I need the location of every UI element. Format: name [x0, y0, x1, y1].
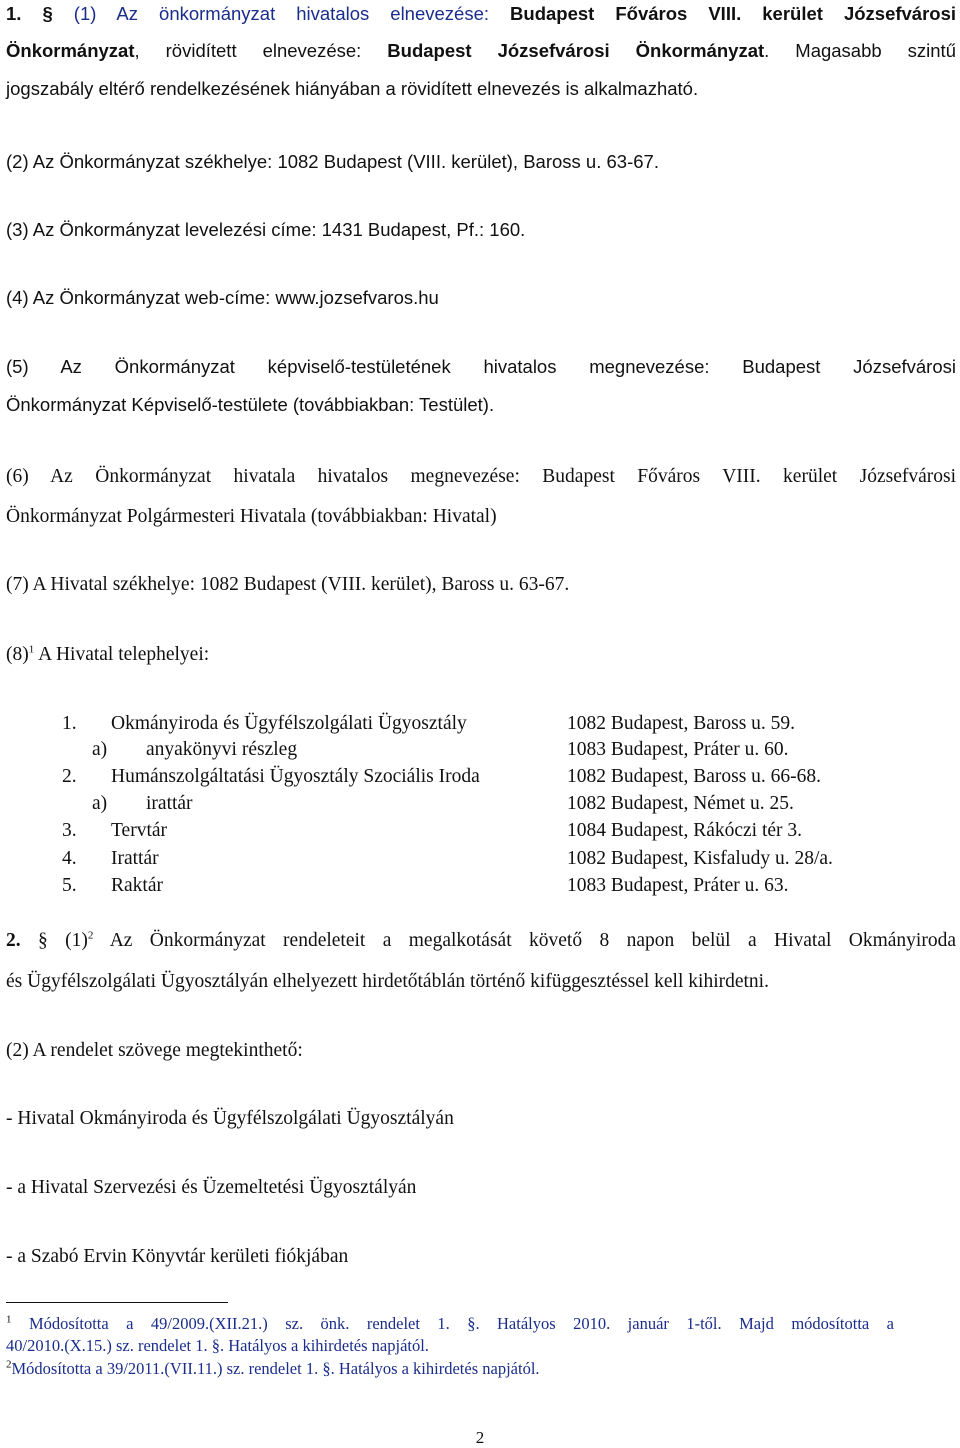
- section1-p5-line1: (5) Az Önkormányzat képviselő-testületének hivatalos megnevezése: Budapest Józsefvárosi: [6, 356, 956, 377]
- footnote-marker: 1: [6, 1313, 12, 1326]
- section-sign: §: [38, 930, 48, 951]
- site-name: irattár: [146, 793, 193, 814]
- section1-p5-line2: Önkormányzat Képviselő-testülete (továbbiakban: Testület).: [6, 394, 495, 415]
- section2-p1-para: (1): [65, 930, 88, 951]
- section1-p7: (7) A Hivatal székhelye: 1082 Budapest (VIII. kerület), Baross u. 63-67.: [6, 574, 570, 595]
- site-num: 4.: [62, 848, 77, 869]
- site-name: Okmányiroda és Ügyfélszolgálati Ügyosztály: [111, 713, 467, 734]
- site-name: Irattár: [111, 848, 159, 869]
- section2-p2: (2) A rendelet szövege megtekinthető:: [6, 1040, 303, 1061]
- footnote-divider: [6, 1302, 228, 1303]
- footnote-1-text: Módosította a 49/2009.(XII.21.) sz. önk. rendelet 1. §. Hatályos 2010. január 1-től. Majd módosította a: [28, 1314, 895, 1333]
- site-num: a): [92, 739, 108, 760]
- footnote-marker: 2: [6, 1358, 12, 1371]
- section1-p6-line2: Önkormányzat Polgármesteri Hivatala (továbbiakban: Hivatal): [6, 506, 497, 527]
- section1-p8: [6, 643, 209, 667]
- section1-p2: (2) Az Önkormányzat székhelye: 1082 Budapest (VIII. kerület), Baross u. 63-67.: [6, 151, 659, 172]
- footnote-ref-1[interactable]: 1: [28, 643, 35, 656]
- site-name: Raktár: [111, 875, 163, 896]
- section1-p4: (4) Az Önkormányzat web-címe: www.jozsefvaros.hu: [6, 287, 439, 308]
- section2-p1-line1: [6, 929, 956, 953]
- site-address: 1082 Budapest, Baross u. 59.: [567, 713, 796, 734]
- site-address: 1082 Budapest, Német u. 25.: [567, 793, 794, 814]
- site-address: 1082 Budapest, Kisfaludy u. 28/a.: [567, 848, 833, 869]
- footnote-1-line2: 40/2010.(X.15.) sz. rendelet 1. §. Hatályos a kihirdetés napjától.: [6, 1336, 429, 1355]
- section1-p6-line1: (6) Az Önkormányzat hivatala hivatalos megnevezése: Budapest Főváros VIII. kerület Józsefvárosi: [6, 466, 956, 487]
- section2-number: 2.: [6, 930, 21, 951]
- site-num: a): [92, 793, 108, 814]
- section1-p1-text-c: . Magasabb szintű: [764, 40, 956, 61]
- site-address: 1082 Budapest, Baross u. 66-68.: [567, 766, 822, 787]
- site-num: 3.: [62, 820, 77, 841]
- site-name: Humánszolgáltatási Ügyosztály Szociális Iroda: [111, 766, 480, 787]
- section1-p1-text-a: Az önkormányzat hivatalos elnevezése:: [116, 3, 490, 24]
- list-item: - a Szabó Ervin Könyvtár kerületi fiókjában: [6, 1246, 349, 1267]
- site-address: 1083 Budapest, Práter u. 60.: [567, 739, 789, 760]
- section1-p8-label: (8): [6, 644, 29, 665]
- site-name: anyakönyvi részleg: [146, 739, 298, 760]
- section1-number: 1.: [6, 3, 22, 24]
- section2-p1-text: Az Önkormányzat rendeleteit a megalkotását követő 8 napon belül a Hivatal Okmányiroda: [109, 930, 956, 951]
- section2-p1-line2: és Ügyfélszolgálati Ügyosztályán elhelyezett hirdetőtáblán történő kifüggesztéssel kell kihirdetni.: [6, 971, 769, 992]
- site-num: 2.: [62, 766, 77, 787]
- list-item: - a Hivatal Szervezési és Üzemeltetési Ügyosztályán: [6, 1177, 417, 1198]
- section1-p3: (3) Az Önkormányzat levelezési címe: 1431 Budapest, Pf.: 160.: [6, 219, 526, 240]
- site-name: Tervtár: [111, 820, 168, 841]
- site-address: 1083 Budapest, Práter u. 63.: [567, 875, 789, 896]
- section1-p1-line2: [6, 39, 956, 63]
- official-name-short: Budapest Józsefvárosi Önkormányzat: [387, 40, 765, 61]
- footnote-2-text: Módosította a 39/2011.(VII.11.) sz. rendelet 1. §. Hatályos a kihirdetés napjától.: [11, 1359, 540, 1378]
- site-address: 1084 Budapest, Rákóczi tér 3.: [567, 820, 803, 841]
- section1-p8-text: A Hivatal telephelyei:: [38, 644, 210, 665]
- page-number: 2: [475, 1428, 485, 1447]
- section1-p1-line1: [6, 2, 956, 26]
- footnote-1-line1: [6, 1313, 894, 1334]
- section1-p1-text-b: , rövidített elnevezése:: [134, 40, 362, 61]
- section1-p1-para: (1): [73, 3, 97, 24]
- official-name-full-cont: Önkormányzat: [6, 40, 135, 61]
- section-sign: §: [42, 3, 53, 24]
- official-name-full: Budapest Főváros VIII. kerület Józsefvárosi: [510, 3, 957, 24]
- section1-p1-line3: jogszabály eltérő rendelkezésének hiányában a rövidített elnevezés is alkalmazható.: [6, 78, 699, 99]
- site-num: 1.: [62, 713, 77, 734]
- footnote-ref-2[interactable]: 2: [87, 929, 94, 942]
- list-item: - Hivatal Okmányiroda és Ügyfélszolgálati Ügyosztályán: [6, 1108, 454, 1129]
- footnote-2: [6, 1358, 540, 1379]
- site-num: 5.: [62, 875, 77, 896]
